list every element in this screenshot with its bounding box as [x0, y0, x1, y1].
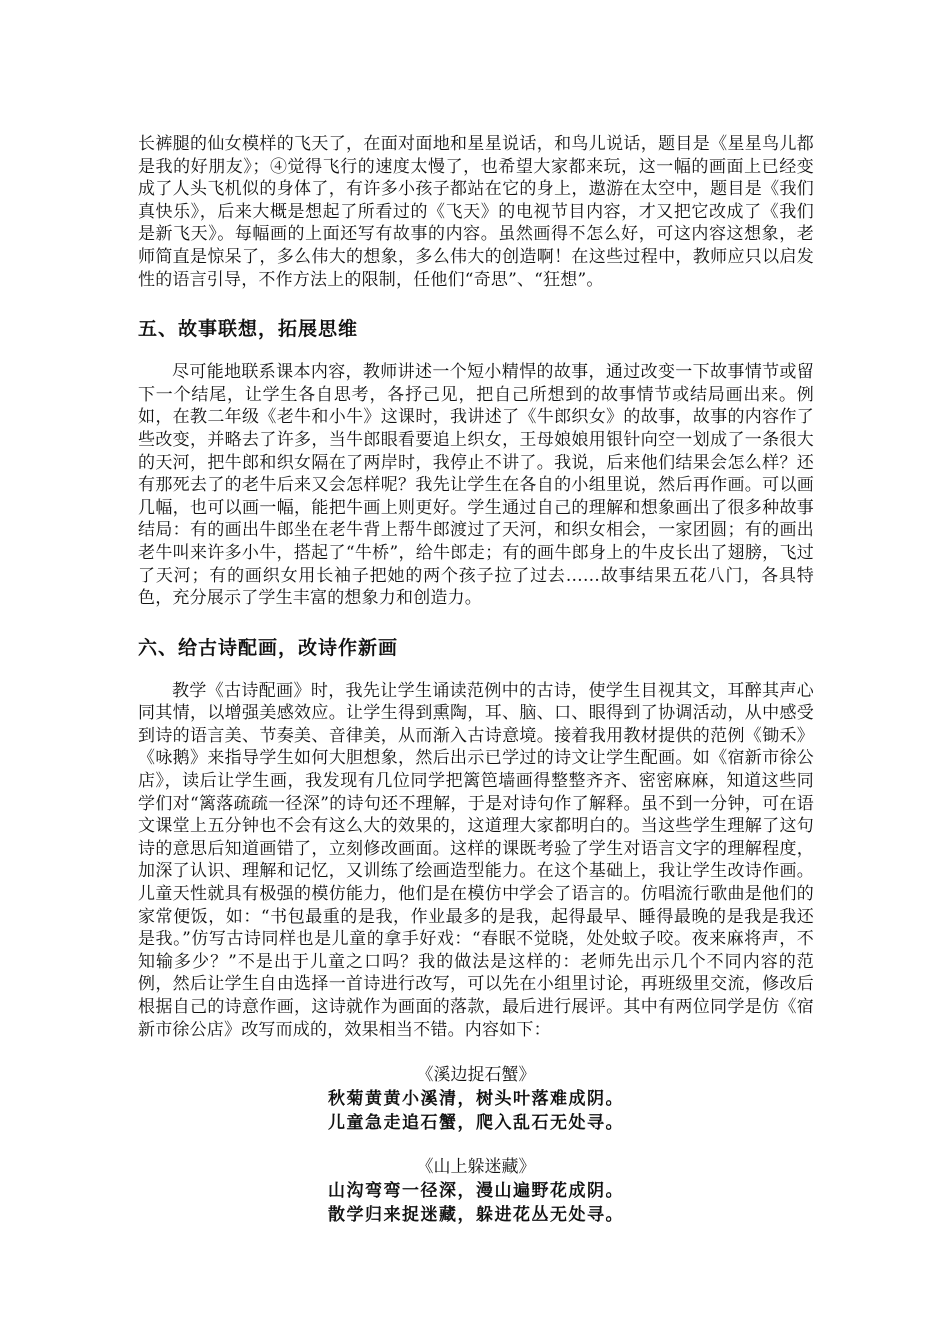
- poem-title: 《山上躲迷藏》: [416, 1157, 536, 1178]
- poem-line: 儿童急走追石蟹，爬入乱石无处寻。: [328, 1113, 624, 1134]
- section-6-heading: 六、给古诗配画，改诗作新画: [138, 636, 399, 659]
- poem-line: 山沟弯弯一径深，漫山遍野花成阴。: [328, 1181, 624, 1202]
- document-page: [138, 133, 814, 1227]
- poem-block-1: [138, 1063, 814, 1135]
- intro-paragraph: 长裤腿的仙女模样的飞天了，在面对面地和星星说话，和鸟儿说话，题目是《星星鸟儿都是我的好朋友》；④觉得飞行的速度太慢了，也希望大家都来玩，这一幅的画面上已经变成了人头飞机似的身体了，有许多小孩子都站在它的身上，遨游在太空中，题目是《我们真快乐》，后来大概是想起了所看过的《飞天》的电视节目内容，才又把它改成了《我们是新飞天》。每幅画的上面还写有故事的内容。虽然画得不怎么好，可这内容这想象，老师简直是惊呆了，多么伟大的想象，多么伟大的创造啊！在这些过程中，教师应只以启发性的语言引导，不作方法上的限制，任他们“奇思”、“狂想”。: [138, 134, 814, 290]
- section-5-paragraph: 尽可能地联系课本内容，教师讲述一个短小精悍的故事，通过改变一下故事情节或留下一个结尾，让学生各自思考，各抒己见，把自己所想到的故事情节或结局画出来。例如，在教二年级《老牛和小牛》这课时，我讲述了《牛郎织女》的故事，故事的内容作了些改变，并略去了许多，当牛郎眼看要追上织女，王母娘娘用银针向空一划成了一条很大的天河，把牛郎和织女隔在了两岸时，我停止不讲了。我说，后来他们结果会怎么样？还有那死去了的老牛后来又会怎样呢？我先让学生在各自的小组里说，然后再作画。可以画几幅，也可以画一幅，能把牛画上则更好。学生通过自己的理解和想象画出了很多种故事结局：有的画出牛郎坐在老牛背上帮牛郎渡过了天河，和织女相会，一家团圆；有的画出老牛叫来许多小牛，搭起了“牛桥”，给牛郎走；有的画牛郎身上的牛皮长出了翅膀，飞过了天河；有的画织女用长袖子把她的两个孩子拉了过去……故事结果五花八门，各具特色，充分展示了学生丰富的想象力和创造力。: [138, 362, 814, 609]
- section-6-paragraph: 教学《古诗配画》时，我先让学生诵读范例中的古诗，使学生目视其文，耳醉其声心同其情，以增强美感效应。让学生得到熏陶，耳、脑、口、眼得到了协调活动，从中感受到诗的语言美、节奏美、音律美，从而渐入古诗意境。接着我用教材提供的范例《锄禾》《咏鹅》来指导学生如何大胆想象，然后出示已学过的诗文让学生配画。如《宿新市徐公店》，读后让学生画，我发现有几位同学把篱笆墙画得整整齐齐、密密麻麻，知道这些同学们对“篱落疏疏一径深”的诗句还不理解，于是对诗句作了解释。虽不到一分钟，可在语文课堂上五分钟也不会有这么大的效果的，这道理大家都明白的。当这些学生理解了这句诗的意思后知道画错了，立刻修改画面。这样的课既考验了学生对语言文字的理解程度，加深了认识、理解和记忆，又训练了绘画造型能力。在这个基础上，我让学生改诗作画。儿童天性就具有极强的模仿能力，他们是在模仿中学会了语言的。仿唱流行歌曲是他们的家常便饭，如：“书包最重的是我，作业最多的是我，起得最早、睡得最晚的是我是我还是我。”仿写古诗同样也是儿童的拿手好戏：“春眠不觉晓，处处蚊子咬。夜来麻将声，不知输多少？”不是出于儿童之口吗？我的做法是这样的：老师先出示几个不同内容的范例，然后让学生自由选择一首诗进行改写，可以先在小组里讨论，再班级里交流，修改后根据自己的诗意作画，这诗就作为画面的落款，最后进行展评。其中有两位同学是仿《宿新市徐公店》改写而成的，效果相当不错。内容如下：: [138, 680, 814, 1040]
- section-5-heading: 五、故事联想，拓展思维: [138, 318, 359, 341]
- poem-block-2: [138, 1155, 814, 1227]
- poem-line: 散学归来捉迷藏，躲进花丛无处寻。: [328, 1205, 624, 1226]
- poem-title: 《溪边捉石蟹》: [416, 1065, 536, 1086]
- poem-line: 秋菊黄黄小溪清，树头叶落难成阴。: [328, 1089, 624, 1110]
